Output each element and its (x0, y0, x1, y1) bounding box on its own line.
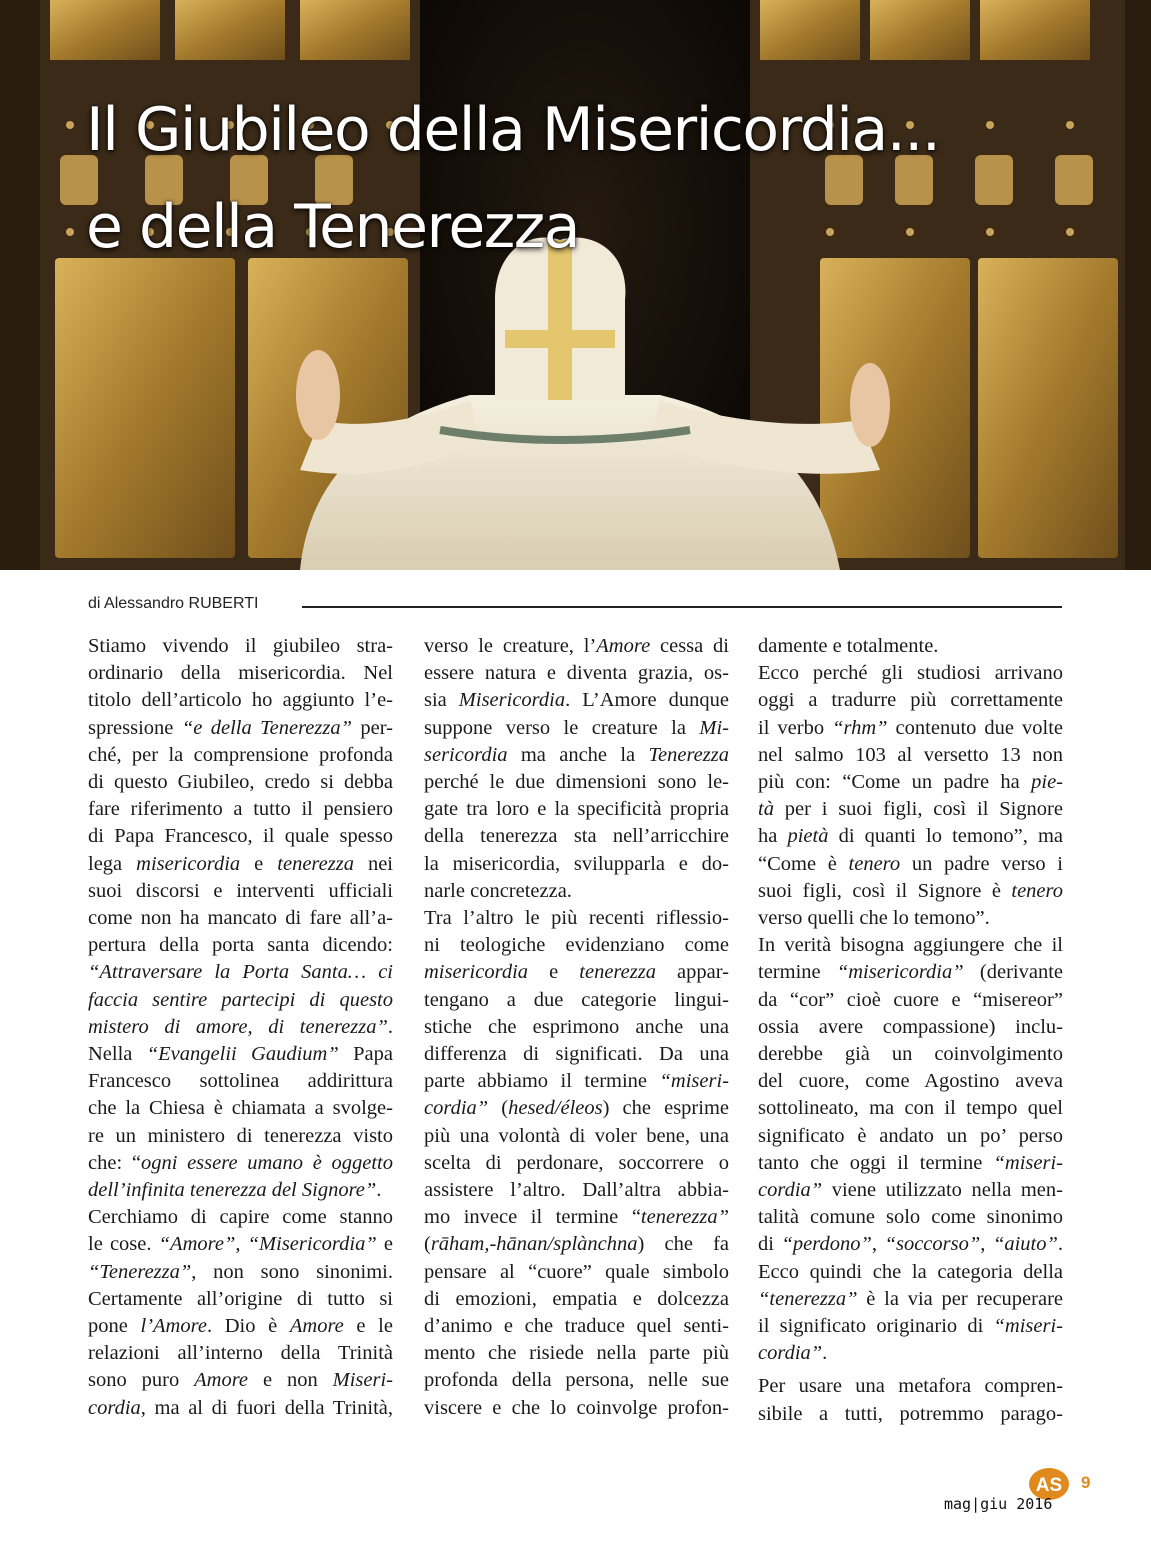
article-title-line-2: e della Tenerezza (86, 192, 579, 262)
author-byline: di Alessandro RUBERTI (88, 595, 259, 612)
paragraph: Tra l’altro le più recenti riflessio- ni teologiche evidenziano come misericordia e tenerezza appar- tengano a due categorie lingui- stiche che esprimono anche una differenza di significati. Da una parte abbiamo il termine “miseri- cordia” (hesed/éleos) che esprime più una volontà di voler bene, una scelta di perdonare, soccorrere o assistere l’altro. Dall’altra abbia- mo invece il termine “tenerezza” (rāham,-hānan/splànchna) che fa pensare al “cuore” quale simbolo di emozioni, empatia e dolcezza d’animo e che traduce quel senti- mento che risiede nella parte più profonda della persona, nelle sue viscere e che lo coinvolge profon- (424, 907, 729, 1419)
paragraph: In verità bisogna aggiungere che il termine “misericordia” (derivante da “cor” cioè cuore e “misereor” ossia avere compassione) inclu- derebbe già un coinvolgimento del cuore, come Agostino aveva sottolineato, ma con il tempo quel significato è andato un po’ perso tanto che oggi il termine “miseri- cordia” viene utilizzato nella men- talità comune solo come sinonimo di “perdono”, “soccorso”, “aiuto”. Ecco quindi che la categoria della “tenerezza” è la via per recuperare il significato originario di “miseri- cordia”. (758, 934, 1064, 1365)
paragraph: Per usare una metafora compren- sibile a tutti, potremmo parago- (758, 1375, 1063, 1425)
article-column-1 (88, 633, 393, 1422)
paragraph: damente e totalmente. (758, 635, 939, 657)
svg-text:AS: AS (1035, 1475, 1063, 1496)
paragraph: Cerchiamo di capire come stanno le cose. “Amore”, “Misericordia” e “Tenerezza”, non sono sinonimi. Certamente all’origine di tutto si pone l’Amore. Dio è Amore e le relazioni all’interno della Trinità sono puro Amore e non Miseri- cordia, ma al di fuori della Trinità, (88, 1206, 393, 1419)
paragraph: Ecco perché gli studiosi arrivano oggi a tradurre più correttamente il verbo “rhm” contenuto due volte nel salmo 103 al versetto 13 non più con: “Come un padre ha pie- tà per i suoi figli, così il Signore ha pietà di quanti lo temono”, ma “Come è tenero un padre verso i suoi figli, così il Signore è tenero verso quelli che lo temono”. (758, 662, 1063, 930)
byline-divider (302, 606, 1062, 608)
hero-photo (0, 0, 1151, 570)
paragraph: Stiamo vivendo il giubileo stra- ordinario della misericordia. Nel titolo dell’articolo ho aggiunto l’e- spressione “e della Tenerezza” per- ché, per la comprensione profonda di questo Giubileo, credo si debba fare riferimento a tutto il pensiero di Papa Francesco, il quale spesso lega misericordia e tenerezza nei suoi discorsi e interventi ufficiali come non ha mancato di fare all’a- pertura della porta santa dicendo: “Attraversare la Porta Santa… ci faccia sentire partecipi di questo mistero di amore, di tenerezza”. Nella “Evangelii Gaudium” Papa Francesco sottolinea addirittura che la Chiesa è chiamata a svolge- re un ministero di tenerezza visto che: “ogni essere umano è oggetto dell’infinita tenerezza del Signore”. (88, 635, 393, 1202)
paragraph: verso le creature, l’Amore cessa di essere natura e diventa grazia, os- sia Misericordia. L’Amore dunque suppone verso le creature la Mi- sericordia ma anche la Tenerezza perché le due dimensioni sono le- gate tra loro e la specificità propria della tenerezza sta nell’arricchire la misericordia, svilupparla e do- narle concretezza. (424, 635, 730, 902)
page-number: 9 (1081, 1473, 1091, 1492)
article-title (86, 82, 939, 276)
article-column-2 (424, 633, 729, 1422)
article-title-line-1: Il Giubileo della Misericordia... (86, 95, 940, 165)
article-column-3 (758, 633, 1063, 1428)
issue-date: mag|giu 2016 (944, 1495, 1053, 1513)
